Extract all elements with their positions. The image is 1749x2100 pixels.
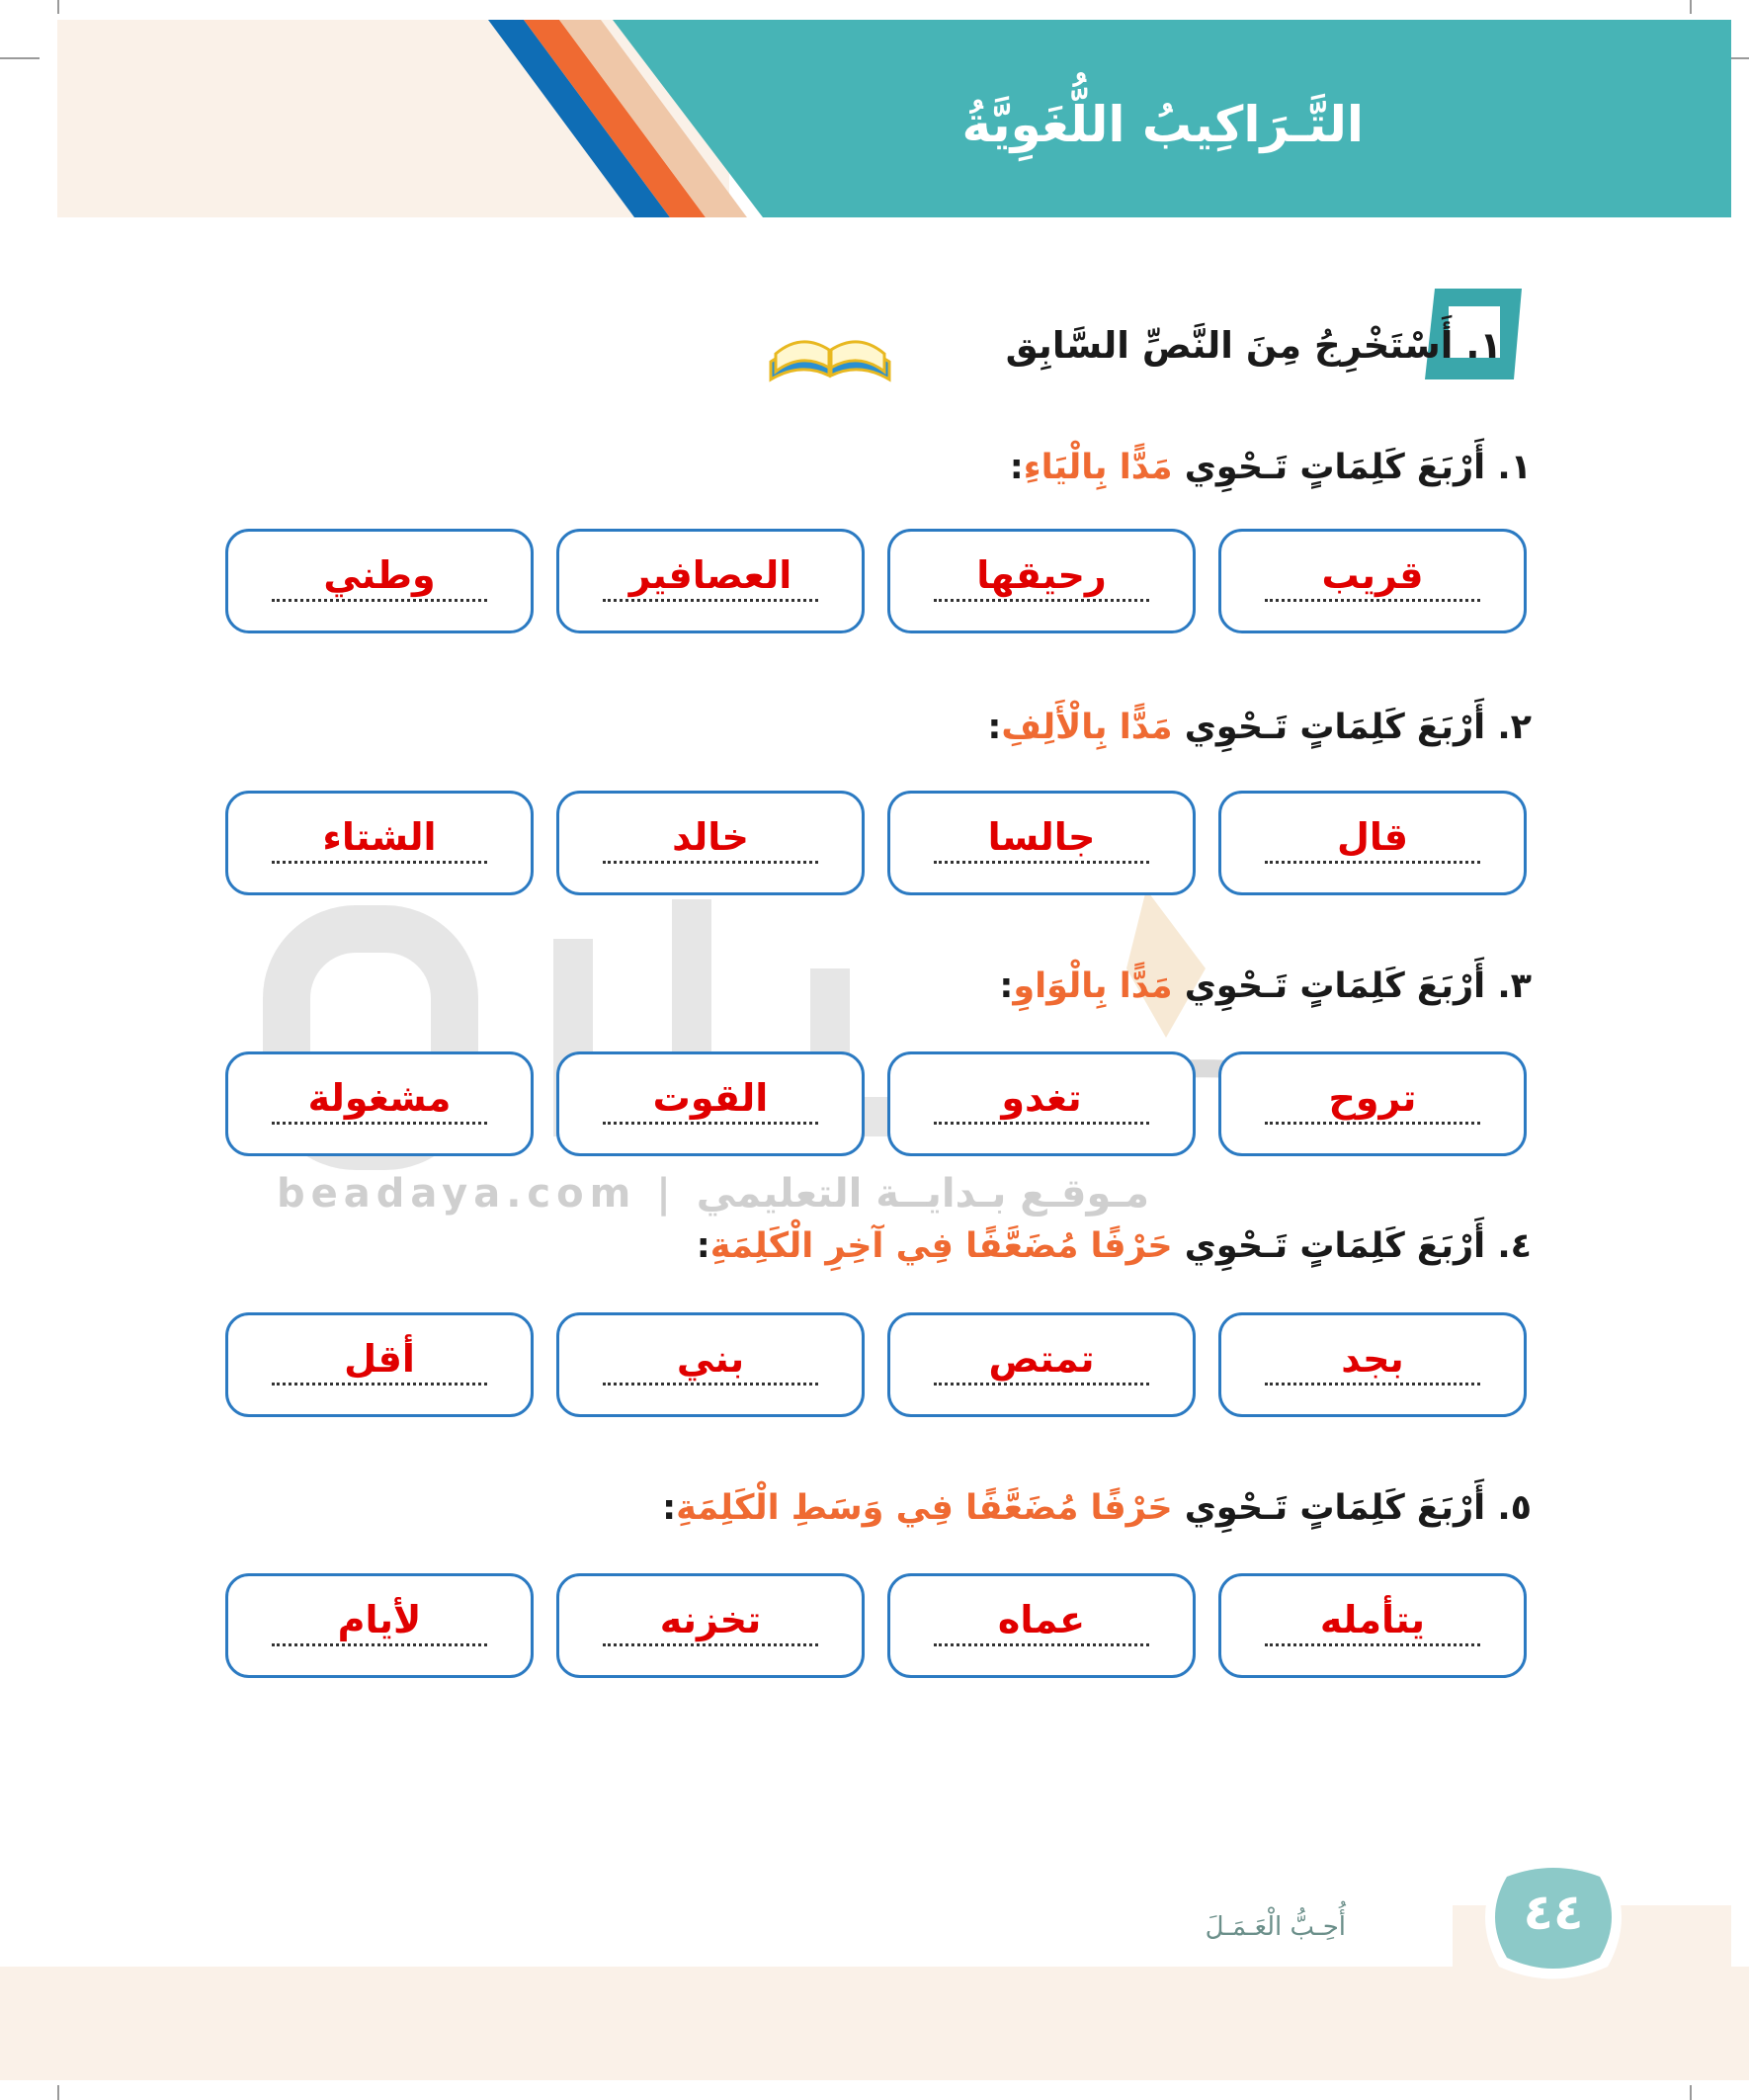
answer-text: لأيام bbox=[337, 1598, 422, 1641]
answer-row bbox=[222, 791, 1527, 899]
prompt-colon: : bbox=[696, 1226, 710, 1266]
page-title: التَّـرَاكِيبُ اللُّغَوِيَّةُ bbox=[961, 96, 1364, 153]
answer-row bbox=[222, 1051, 1527, 1160]
prompt-colon: : bbox=[999, 966, 1014, 1006]
dotted-line bbox=[603, 861, 818, 864]
dotted-line bbox=[272, 1643, 487, 1646]
answer-box[interactable] bbox=[1218, 529, 1527, 633]
answer-text: تغدو bbox=[1001, 1076, 1082, 1120]
section-title: ١. أَسْتَخْرِجُ مِنَ النَّصِّ السَّابِق bbox=[1005, 324, 1502, 367]
footer-label: أُحِـبُّ الْعَـمَـلَ bbox=[1205, 1912, 1346, 1942]
crop-mark bbox=[57, 0, 59, 14]
answer-text: قريب bbox=[1321, 553, 1424, 597]
question-prompt bbox=[999, 966, 1532, 1007]
answer-box[interactable] bbox=[556, 791, 865, 895]
answer-text: قال bbox=[1336, 815, 1409, 859]
answer-text: جالسا bbox=[987, 815, 1096, 859]
answer-row bbox=[222, 529, 1527, 637]
dotted-line bbox=[272, 1122, 487, 1125]
prompt-highlight: مَدًّا بِالْيَاءِ bbox=[1023, 448, 1173, 487]
answer-box[interactable] bbox=[556, 1573, 865, 1678]
answer-box[interactable] bbox=[887, 529, 1196, 633]
dotted-line bbox=[934, 1122, 1149, 1125]
dotted-line bbox=[1265, 1383, 1480, 1386]
answer-text: أقل bbox=[344, 1337, 415, 1381]
answer-box[interactable] bbox=[887, 1051, 1196, 1156]
question-prompt bbox=[1010, 447, 1532, 488]
prompt-highlight: مَدًّا بِالْوَاوِ bbox=[1013, 966, 1173, 1006]
answer-box[interactable] bbox=[225, 1051, 534, 1156]
answer-box[interactable] bbox=[1218, 1312, 1527, 1417]
footer-band bbox=[0, 1967, 1749, 2080]
answer-text: بني bbox=[676, 1337, 745, 1381]
prompt-text: ٥. أَرْبَعَ كَلِمَاتٍ تَـحْوِي bbox=[1172, 1488, 1532, 1528]
prompt-highlight: حَرْفًا مُضَعَّفًا فِي آخِرِ الْكَلِمَةِ bbox=[709, 1226, 1173, 1266]
prompt-text: ٢. أَرْبَعَ كَلِمَاتٍ تَـحْوِي bbox=[1172, 708, 1532, 747]
prompt-text: ٣. أَرْبَعَ كَلِمَاتٍ تَـحْوِي bbox=[1172, 966, 1532, 1006]
question-prompt bbox=[697, 1225, 1532, 1267]
answer-text: الشتاء bbox=[322, 815, 437, 859]
dotted-line bbox=[1265, 1643, 1480, 1646]
question-prompt bbox=[662, 1487, 1532, 1529]
dotted-line bbox=[1265, 599, 1480, 602]
answer-box[interactable] bbox=[887, 1312, 1196, 1417]
prompt-text: ١. أَرْبَعَ كَلِمَاتٍ تَـحْوِي bbox=[1172, 448, 1532, 487]
answer-box[interactable] bbox=[556, 529, 865, 633]
header-stripes bbox=[484, 20, 781, 217]
dotted-line bbox=[272, 861, 487, 864]
crop-mark bbox=[57, 2085, 59, 2100]
answer-box[interactable] bbox=[556, 1312, 865, 1417]
crop-mark bbox=[1690, 2085, 1692, 2100]
answer-box[interactable] bbox=[1218, 1573, 1527, 1678]
answer-text: خالد bbox=[672, 815, 749, 859]
dotted-line bbox=[603, 1643, 818, 1646]
answer-text: رحيقها bbox=[976, 553, 1107, 597]
answer-box[interactable] bbox=[1218, 791, 1527, 895]
answer-text: العصافير bbox=[628, 553, 792, 597]
watermark-text: beadaya.com | مـوقـع بـدايــة التعليمي bbox=[277, 1171, 1150, 1217]
answer-box[interactable] bbox=[225, 1573, 534, 1678]
answer-text: عماه bbox=[997, 1598, 1086, 1641]
prompt-text: ٤. أَرْبَعَ كَلِمَاتٍ تَـحْوِي bbox=[1172, 1226, 1532, 1266]
prompt-colon: : bbox=[1009, 448, 1024, 487]
dotted-line bbox=[1265, 861, 1480, 864]
open-book-icon bbox=[766, 314, 894, 383]
page-number: ٤٤ bbox=[1523, 1884, 1584, 1941]
dotted-line bbox=[934, 599, 1149, 602]
dotted-line bbox=[603, 1122, 818, 1125]
answer-text: يتأمله bbox=[1319, 1598, 1426, 1641]
dotted-line bbox=[603, 599, 818, 602]
dotted-line bbox=[1265, 1122, 1480, 1125]
prompt-highlight: حَرْفًا مُضَعَّفًا فِي وَسَطِ الْكَلِمَةِ bbox=[676, 1488, 1173, 1528]
answer-box[interactable] bbox=[225, 529, 534, 633]
answer-row bbox=[222, 1573, 1527, 1682]
answer-box[interactable] bbox=[556, 1051, 865, 1156]
prompt-colon: : bbox=[987, 708, 1002, 747]
dotted-line bbox=[934, 861, 1149, 864]
answer-text: بجد bbox=[1341, 1337, 1404, 1381]
answer-box[interactable] bbox=[225, 1312, 534, 1417]
dotted-line bbox=[934, 1383, 1149, 1386]
answer-text: مشغولة bbox=[307, 1076, 452, 1120]
answer-text: تخزنه bbox=[659, 1598, 762, 1641]
answer-box[interactable] bbox=[1218, 1051, 1527, 1156]
dotted-line bbox=[934, 1643, 1149, 1646]
dotted-line bbox=[272, 599, 487, 602]
dotted-line bbox=[272, 1383, 487, 1386]
crop-mark bbox=[1690, 0, 1692, 14]
answer-text: تروح bbox=[1328, 1076, 1417, 1120]
answer-box[interactable] bbox=[225, 791, 534, 895]
answer-text: وطني bbox=[323, 553, 436, 597]
answer-text: القوت bbox=[652, 1076, 769, 1120]
question-prompt bbox=[987, 707, 1532, 748]
answer-text: تمتص bbox=[988, 1337, 1095, 1381]
crop-mark bbox=[0, 57, 40, 59]
prompt-highlight: مَدًّا بِالْأَلِفِ bbox=[1001, 708, 1173, 747]
dotted-line bbox=[603, 1383, 818, 1386]
answer-box[interactable] bbox=[887, 791, 1196, 895]
answer-box[interactable] bbox=[887, 1573, 1196, 1678]
answer-row bbox=[222, 1312, 1527, 1421]
prompt-colon: : bbox=[662, 1488, 677, 1528]
